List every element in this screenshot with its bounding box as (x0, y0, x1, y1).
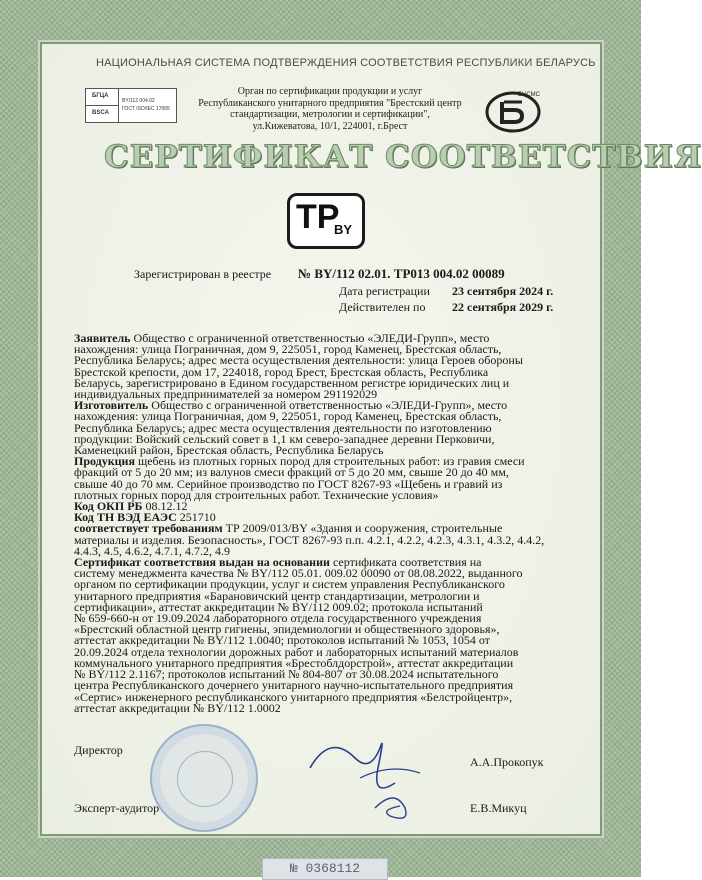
serial-number: № 0368112 (262, 858, 388, 880)
basis-line: аттестат аккредитации № BY/112 1.0040; протоколов испытаний № 1053, 1054 от (74, 633, 490, 648)
organ-line: ул.Кижеватова, 10/1, 224001, г.Брест (252, 120, 408, 132)
tr-mark-text: TP (296, 198, 340, 236)
registration-date: 23 сентября 2024 г. (452, 284, 554, 298)
basis-line: 20.09.2024 отдела технологии дорожных работ и лабораторных испытаний материалов (74, 644, 519, 659)
expert-name: Е.В.Микуц (470, 801, 527, 815)
expert-label: Эксперт-аудитор (74, 801, 160, 815)
basis-line: № BY/112 2.1167; протоколов испытаний № 804-807 от 30.08.2024 испытательного (74, 667, 499, 682)
manufacturer-line: продукции: Войский сельский совет в 1,1 км северо-западнее деревни Перковичи, (74, 431, 495, 446)
basis-line: «Брестский областной центр гигиены, эпидемиологии и общественного здоровья», (74, 622, 500, 637)
basis-line: Сертификат соответствия выдан на основании сертификата соответствия на (74, 555, 482, 570)
okp-code-line: Код ОКП РБ 08.12.12 (74, 499, 188, 514)
director-label: Директор (74, 743, 123, 757)
registration-number: № BY/112 02.01. ТР013 004.02 00089 (298, 266, 505, 281)
certificate-title: СЕРТИФИКАТ СООТВЕТСТВИЯ (104, 139, 702, 175)
tnved-label: Код ТН ВЭД ЕАЭС (74, 510, 177, 525)
product-line: свыше 40 до 70 мм. Серийное производство по ГОСТ 8267-93 «Щебень и гравий из (74, 476, 503, 491)
product-line: фракций от 5 до 20 мм; из валунов смеси фракций от 5 до 20 мм, свыше 20 до 40 мм, (74, 465, 509, 480)
round-seal-stamp-icon (150, 724, 258, 832)
organ-line: Республиканского унитарного предприятия "Брестский центр (198, 97, 462, 109)
valid-until-date: 22 сентября 2029 г. (452, 300, 554, 314)
accreditation-right-top: BY/112 004.02 (122, 98, 155, 104)
logo-text: БЦСМС (518, 92, 540, 98)
conforms-line: 4.4.3, 4.5, 4.6.2, 4.7.1, 4.7.2, 4.9 (74, 543, 230, 558)
certification-body (195, 86, 465, 132)
product-label: Продукция (74, 454, 135, 469)
conforms-line: материалы и изделия. Безопасность», ГОСТ 8267-93 п.п. 4.2.1, 4.2.2, 4.2.3, 4.3.1, 4.3.2, 4.4.2, (74, 532, 545, 547)
tnved-code-line: Код ТН ВЭД ЕАЭС 251710 (74, 510, 216, 525)
applicant-line: Республика Беларусь; адрес места осуществления деятельности: улица Героев обороны (74, 353, 523, 368)
manufacturer-line: Республика Беларусь; адрес места осуществления деятельности по изготовлению (74, 420, 492, 435)
basis-label: Сертификат соответствия выдан на основании (74, 555, 330, 570)
manufacturer-line: Изготовитель Общество с ограниченной ответственностью «ЭЛЕДИ-Групп», место (74, 398, 508, 413)
applicant-line: Заявитель Общество с ограниченной ответственностью «ЭЛЕДИ-Групп», место (74, 331, 490, 345)
accreditation-left-top: БГЦА (92, 93, 109, 99)
applicant-line: нахождения: улица Пограничная, дом 9, 225051, город Каменец, Брестская область, (74, 342, 502, 357)
applicant-line: индивидуальных предпринимателей за номером 291192029 (74, 387, 378, 402)
director-name: А.А.Прокопук (470, 755, 544, 769)
basis-line: центра Республиканского дочернего унитарного научно-испытательного предприятия (74, 678, 514, 693)
manufacturer-line: нахождения: улица Пограничная, дом 9, 225051, город Каменец, Брестская область, (74, 409, 502, 424)
okp-label: Код ОКП РБ (74, 499, 143, 514)
organ-line: стандартизации, метрологии и сертификации", (230, 109, 430, 120)
conforms-label: соответствует требованиям (74, 521, 223, 536)
applicant-line: Беларусь, зарегистрировано в Едином государственном регистре юридических лиц и (74, 375, 510, 390)
product-line: Продукция щебень из плотных горных пород для строительных работ: из гравия смеси (74, 454, 525, 469)
basis-line: органом по сертификации продукции, услуг и систем управления Республиканского (74, 577, 505, 592)
certificate-body (74, 333, 578, 714)
handwritten-signature-icon (300, 728, 440, 828)
valid-until-label: Действителен по (339, 300, 426, 314)
basis-line: систему менеджмента качества № BY/112 05.01. 009.02 00090 от 08.08.2022, выданного (74, 566, 523, 581)
registration-date-label: Дата регистрации (339, 284, 430, 298)
basis-line: № 659-660-н от 19.09.2024 лабораторного отдела государственного учреждения (74, 611, 482, 626)
organ-line: Орган по сертификации продукции и услуг (237, 86, 423, 97)
by-mark-text: BY (334, 222, 353, 237)
applicant-line: Брестской крепости, дом 17, 224018, город Брест, Брестская область, Республика (74, 364, 489, 379)
basis-line: сертификации», аттестат аккредитации № BY/112 009.02; протокола испытаний (74, 599, 483, 614)
manufacturer-line: Каменецкий район, Брестская область, Республика Беларусь (74, 443, 384, 458)
conforms-line: соответствует требованиям ТР 2009/013/BY «Здания и сооружения, строительные (74, 521, 503, 536)
product-line: плотных горных пород для строительных работ. Технические условия» (74, 487, 439, 502)
basis-line: коммунального унитарного предприятия «Брестоблдорстрой», аттестат аккредитации (74, 655, 514, 670)
header-national-system: НАЦИОНАЛЬНАЯ СИСТЕМА ПОДТВЕРЖДЕНИЯ СООТВЕТСТВИЯ РЕСПУБЛИКИ БЕЛАРУСЬ (96, 57, 596, 69)
accreditation-mark (85, 88, 177, 123)
registered-label: Зарегистрирован в реестре (134, 267, 272, 281)
accreditation-left-bottom: BSCA (92, 110, 110, 116)
basis-line: аттестат аккредитации № BY/112 1.0002 (74, 700, 281, 715)
accreditation-right-bottom: ГОСТ ISO/IEC 17065 (122, 106, 170, 112)
tr-by-mark-icon (287, 193, 365, 249)
bcsms-logo-icon (482, 88, 544, 134)
applicant-label: Заявитель (74, 331, 131, 345)
basis-line: «Сертис» инженерного республиканского унитарного предприятия «Белстройцентр», (74, 689, 513, 704)
basis-line: унитарного предприятия «Барановичский центр стандартизации, метрологии и (74, 588, 480, 603)
manufacturer-label: Изготовитель (74, 398, 149, 413)
